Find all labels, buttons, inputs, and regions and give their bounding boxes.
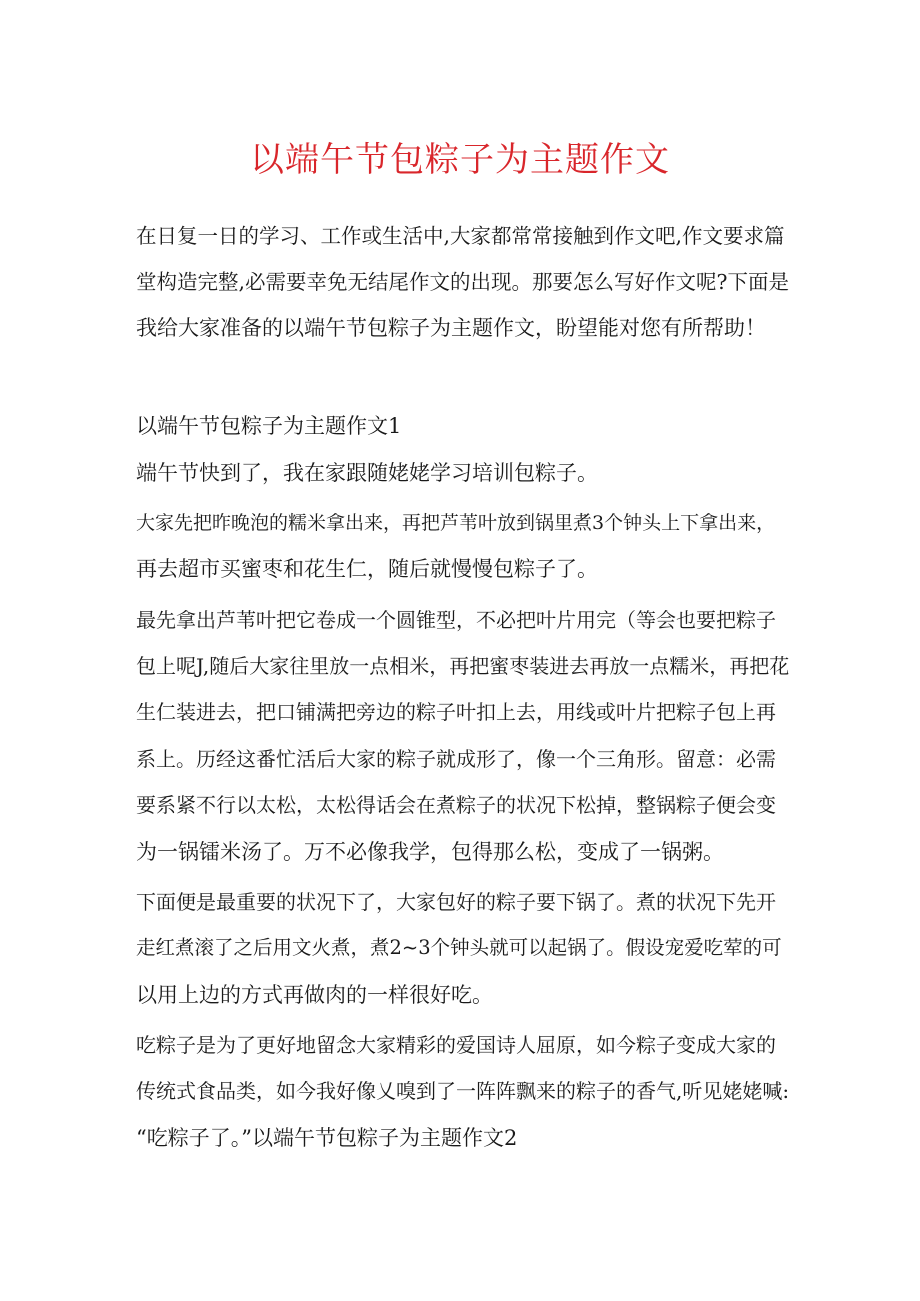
body-line-11: 走红煮滚了之后用文火煮，煮2~3个钟头就可以起锅了。假设宠爱吃荤的可	[136, 936, 782, 959]
body-line-1: 端午节快到了，我在家跟随姥姥学习培训包粽子。	[136, 461, 598, 485]
document-title: 以端午节包粽子为主题作文	[250, 140, 670, 180]
body-line-13: 吃粽子是为了更好地留念大家精彩的爱国诗人屈原，如今粽子变成大家的	[136, 1033, 776, 1057]
intro-line-1: 在日复一日的学习、工作或生活中,大家都常常接触到作文吧,作文要求篇	[136, 224, 785, 248]
intro-line-3: 我给大家准备的以端午节包粽子为主题作文，盼望能对您有所帮助！	[136, 316, 766, 340]
body-line-14: 传统式食品类，如今我好像乂嗅到了一阵阵飘来的粽子的香气,听见姥姥喊:	[136, 1079, 790, 1103]
body-line-9: 为一锅镭米汤了。万不必像我学，包得那么松，变成了一锅粥。	[136, 840, 724, 864]
body-line-12: 以用上边的方式再做肉的一样很好吃。	[136, 983, 493, 1007]
body-line-10: 下面便是最重要的状况下了，大家包好的粽子要下锅了。煮的状况下先开	[136, 890, 776, 914]
body-line-2: 大家先把昨晚泡的糯米拿出来，再把芦苇叶放到锅里煮3个钟头上下拿出来，	[136, 512, 776, 534]
intro-line-2: 堂构造完整,必需要幸免无结尾作文的出现。那要怎么写好作文呢?下面是	[136, 270, 790, 294]
section-heading-1: 以端午节包粽子为主题作文1	[136, 414, 402, 438]
body-line-5: 包上呢J,随后大家往里放一点相米，再把蜜枣装进去再放一点糯米，再把花	[136, 654, 790, 678]
body-line-8: 要系紧不行以太松，太松得话会在煮粽子的状况下松掉，整锅粽子便会变	[136, 793, 776, 817]
body-line-6: 生仁装进去，把口铺满把旁边的粽子叶扣上去，用线或叶片把粽子包上再	[136, 700, 776, 724]
body-line-4: 最先拿出芦苇叶把它卷成一个圆锥型，不必把叶片用完（等会也要把粽子	[136, 608, 776, 632]
body-line-3: 再去超市买蜜枣和花生仁，随后就慢慢包粽子了。	[136, 557, 598, 581]
body-line-7: 系上。历经这番忙活后大家的粽子就成形了，像一个三角形。留意：必需	[136, 747, 776, 771]
body-line-15: “吃粽子了。”以端午节包粽子为主题作文2	[136, 1126, 518, 1150]
